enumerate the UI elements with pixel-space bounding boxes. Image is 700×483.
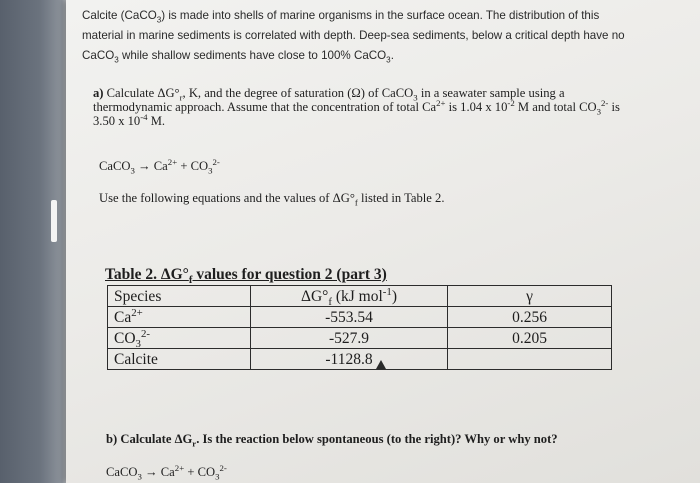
header-delta-g: $\Delta G^\circ_f$ (kJ mol$^{-1}$) xyxy=(251,286,448,307)
table-row xyxy=(108,328,612,349)
mouse-pointer-icon xyxy=(376,360,386,369)
delta-g-table xyxy=(107,285,612,370)
use-equations-text: Use the following equations and the values of $\Delta G^\circ_f$ listed in Table 2. xyxy=(99,191,445,208)
intro-line-2: material in marine sediments is correlated with depth. Deep-sea sediments, below a critical depth have no xyxy=(82,29,625,42)
reaction-equation-a: CaCO$_3$ → $Ca^{2+} + CO_3^{2-}$ xyxy=(99,156,220,176)
reaction-equation-b: CaCO$_3$ → $Ca^{2+} + CO_3^{2-}$ xyxy=(106,462,227,482)
gamma-cell xyxy=(448,349,612,370)
table-header-row xyxy=(108,286,612,307)
species-cell: $CO_3^{2-}$ xyxy=(108,328,251,349)
question-b-text: Calculate $\Delta G_r$. Is the reaction below spontaneous (to the right)? Why or why not? xyxy=(120,432,558,449)
header-gamma: γ xyxy=(448,286,612,307)
delta-g-cell: -553.54 xyxy=(251,307,448,328)
species-cell: Calcite xyxy=(108,349,251,370)
gamma-cell: 0.256 xyxy=(448,307,612,328)
table-row xyxy=(108,307,612,328)
question-b xyxy=(106,432,558,447)
question-b-label: b) xyxy=(106,432,118,446)
intro-paragraph xyxy=(82,6,642,66)
question-a-text: Calculate $\Delta G^\circ_r$, K, and the degree of saturation (Ω) of CaCO$_3$ in a seawater sample using a thermodynamic approach. Assume that the concentration of total $Ca^{2+}$ is 1.04 x $10^{-2}$ M and total $CO_3^{2-}$ is 3.50 x $10^{-4}$ M. xyxy=(93,86,620,128)
table-title: Table 2. $\Delta G^\circ_f$ values for question 2 (part 3) xyxy=(105,266,387,287)
intro-line-3: CaCO$_3$ while shallow sediments have close to 100% CaCO$_3$. xyxy=(82,49,394,65)
delta-g-cell: -1128.8 xyxy=(251,349,448,370)
table-row xyxy=(108,349,612,370)
question-a-label: a) xyxy=(93,86,104,100)
species-cell: $Ca^{2+}$ xyxy=(108,307,251,328)
intro-line-1: Calcite (CaCO$_3$) is made into shells of marine organisms in the surface ocean. The distribution of this xyxy=(82,9,600,25)
header-species: Species xyxy=(108,286,251,307)
question-a xyxy=(93,86,633,128)
delta-g-cell: -527.9 xyxy=(251,328,448,349)
binder-edge xyxy=(51,200,57,242)
gamma-cell: 0.205 xyxy=(448,328,612,349)
worksheet-page xyxy=(66,0,700,483)
